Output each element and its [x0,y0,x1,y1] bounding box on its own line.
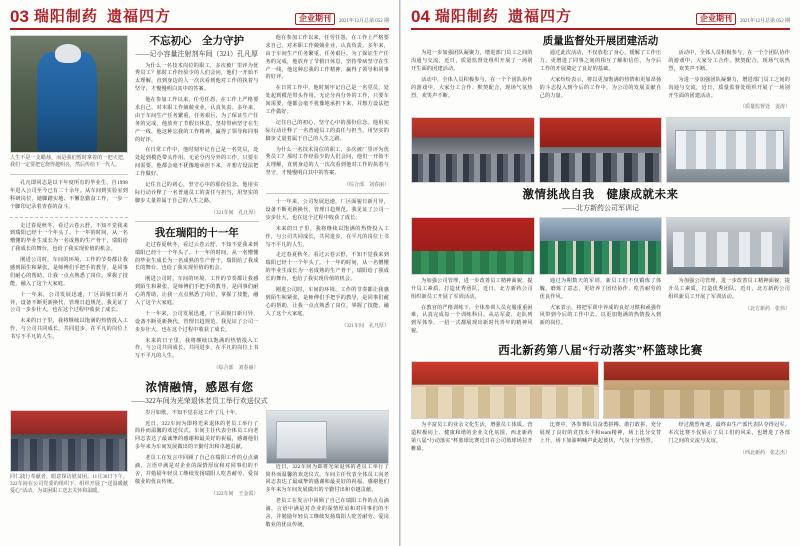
photo-basketball-court [603,361,791,419]
article3-signature: （322车间 王金霞） [210,491,259,497]
photo-group [539,217,663,275]
photo-award [539,117,663,183]
right-photo-row-2 [411,217,790,275]
right3-col-2 [540,422,662,460]
r2-p2: 在教官的严格训练下，全体参训人员克服重重困难，认真完成每一个训练科目。从站军姿、走队列到军体拳，一招一式都展现出新时代青年的精神风貌。 [411,304,533,335]
divider-dashed [10,217,128,218]
col3-signature-2: （321车间 孔凡厚） [341,323,389,329]
right3-col-1 [411,422,533,460]
right-col-1 [411,50,533,114]
photo-stage [411,117,535,183]
r-article3-headline: 西北新药第八届“行动落实”杯篮球比赛 [498,345,703,358]
divider [135,221,259,222]
article3-p3: 老员工在发言中回顾了自己在瑞阳工作的点点滴滴，言语中满是对企业的深情厚谊和对同事们的不舍，并勉励年轻员工继续发扬瑞阳人吃苦耐劳、爱岗敬业的优良传统。 [135,455,259,485]
article2-body-a: 走过春夏秋冬，看过云卷云舒，不知不觉我来到瑞阳已经十一个年头了。十一年的时间，从一名懵懂的毕业生成长为一名成熟的生产骨干，瑞阳给了我成长的舞台，也给了我实现价值的机会。 [135,241,259,272]
left-bottom-section [10,379,389,533]
r3-signature: （西北新药 张志杰） [740,450,791,456]
left-page-columns [10,35,389,375]
article1-headline: 不忘初心 全力守护 [149,36,244,47]
article3-p2: 近日，322车间为即将光荣退休的老员工举行了简朴而温馨的欢送仪式。车间主任代表全体员工向老同志表达了最诚挚的感谢和最美好的祝福，感谢他们多年来为车间发展做出的辛勤付出和卓越贡献。 [135,420,259,451]
right-col-2 [540,50,662,114]
r1-p3: 通过此次活动，不仅放松了身心，缓解了工作压力，更增进了同事之间的相互了解和信任，为今后工作的开展奠定了良好的基础。 [539,50,662,72]
article2-headline: 我在瑞阳的十一年 [154,227,239,239]
masthead-left-group [10,8,171,25]
r2-signature: （北方新药 张伟） [745,306,791,312]
article2-body-c: 十一年来，公司发展迅速，厂区面貌日新月异，设备不断更新换代，管理日趋规范。我见证了公司一步步壮大，也在这个过程中收获了成长。 [135,310,259,333]
article3-headline: 浓情融情，感恩有您 [145,382,254,395]
col3-p5: 十一年来，公司发展迅速，厂区面貌日新月异，设备不断更新换代，管理日趋规范。我见证了公司一步步壮大，也在这个过程中收获了成长。 [265,199,389,221]
col3-p2: 在日常工作中，他时刻牢记自己是一名党员，处处起到模范带头作用。无论分内分外的工作，只要车间需要，他都会毫不犹豫地承担下来，并想方设法把工作做好。 [265,85,389,116]
photo-lab [266,410,390,464]
right2-col-3 [668,278,790,339]
divider [266,193,390,194]
publication-logo: 企业期刊 [295,13,335,25]
masthead-title-part2: 遗福四方 [106,9,171,25]
photo-factory [666,117,790,183]
page-right [400,0,800,546]
left-bottom-columns [10,410,389,533]
right-section3-columns [411,422,790,460]
col3-p6: 未来的日子里，我将继续以饱满的热情投入工作，与公司共同成长，共同进步，在平凡的岗位上书写不平凡的人生。 [265,225,389,248]
right2-col-1 [411,278,533,339]
article3-p1: 岁月如歌，不知不觉在这工作了几十年。 [145,409,241,416]
article1-p4: 记住自己的初心，坚守心中的那份信念。他用实际行动诠释了一名普通员工的责任与担当，用坚实的脚步丈量着属于自己的人生之路。 [135,181,259,204]
left-col-1 [10,35,128,375]
article3-subhead: ——322车间为光荣退休老员工举行欢送仪式 [131,397,268,406]
r1-p4: 大家纷纷表示，将以更加饱满的热情和更加昂扬的斗志投入到今后的工作中，为公司的发展贡献自己的力量。 [539,76,662,99]
photo-caption-bottom: 同仁践行奉献者，眼意探访慰贫困。11月30日下午，322车间在公司党委的组织下，组织开展了“送温暖献爱心”活动，为贫困职工送去关怀和温暖。 [10,474,128,494]
r1-p5: 活动中，全体人员积极参与，在一个个团队协作的游戏中，大家分工合作、默契配合，现场气氛热烈，欢笑声不断。 [668,50,791,72]
right3-col-3 [668,422,790,460]
photo-worker [10,35,128,153]
left-bottom-col-2 [135,410,259,533]
article2-p3: 十一年来，公司发展迅速，厂区面貌日新月异，设备不断更新换代，管理日趋规范。我见证了公司一步步壮大，也在这个过程中收获了成长。 [10,291,128,314]
col3-p7: 走过春夏秋冬，看过云卷云舒，不知不觉我来到瑞阳已经十一个年头了。十一年的时间，从一名懵懂的毕业生成长为一名成熟的生产骨干，瑞阳给了我成长的舞台，也给了我实现价值的机会。 [265,252,389,283]
r2-p3: 通过为期数天的军训，新员工们不仅锻炼了体魄，磨炼了意志，更培养了团结协作、吃苦耐劳的优良作风。 [539,277,662,300]
article2-body-d: 未来的日子里，我将继续以饱满的热情投入工作，与公司共同成长，共同进步，在平凡的岗位上书写不平凡的人生。 [135,337,259,360]
left-bottom-col-1 [10,410,128,533]
left-col-2 [135,35,259,375]
right-section1-columns [411,50,790,114]
article3-p4: 近日，322车间为即将光荣退休的老员工举行了简朴而温馨的欢送仪式。车间主任代表全体员工向老同志表达了最诚挚的感谢和最美好的祝福，感谢他们多年来为车间发展做出的辛勤付出和卓越贡献。 [265,463,389,494]
r2-p5: 为加强公司管理，进一步改善员工精神面貌，提升员工素质，打造优秀团队，近日，北方新药公司组织新员工开展了军训活动。 [668,277,791,300]
page-number: 04 [411,7,430,26]
left-col-3 [266,35,390,375]
article1-subhead: ——记小容量注射剂车间（321）孔凡厚 [135,50,258,59]
right-section2-columns [411,278,790,339]
r1-p2: 活动中，全体人员积极参与，在一个个团队协作的游戏中，大家分工合作、默契配合，现场气氛热烈，欢笑声不断。 [411,76,533,99]
r2-p4: 大家表示，将把军训中养成的良好习惯和顽强作风带到今后的工作中去，以更加饱满的热情投入到新的岗位。 [539,304,662,327]
r1-p1: 为进一步加强团队凝聚力，增进部门员工之间的沟通与交流，近日，质量监督处组织开展了一场别开生面的团建活动。 [411,50,533,72]
col3-p1: 他在参加工作以来，任劳任怨，在工作上严格要求自己，对本职工作兢兢业业，认真负责。多年来，由于车间生产任务繁重，任务艰巨，为了保证生产任务的完成，他放弃了节假日休息，坚持带病坚守在生产一线，他这种忘我的工作精神，赢得了领导和同事的好评。 [265,35,389,81]
article1-p2: 他在参加工作以来，任劳任怨，在工作上严格要求自己，对本职工作兢兢业业，认真负责。多年来，由于车间生产任务繁重，任务艰巨，为了保证生产任务的完成，他放弃了节假日休息，坚持带病坚守在生产一线，他这种忘我的工作精神，赢得了领导和同事的好评。 [135,97,259,143]
issue-date: 2021年12月总第 052 期 [338,19,389,24]
masthead-title-part1: 瑞阳制药 [33,9,98,25]
right-photo-row-1 [411,117,790,183]
r3-p1: 为丰富员工的业余文化生活，增强员工体质，营造积极向上、健康和谐的企业文化氛围，西北新药第八届“行动落实”杯篮球比赛近日在公司篮球场拉开帷幕。 [411,422,533,452]
masthead-right [411,8,790,30]
article2-body-b: 刚进公司时，车间的环境、工作的节奏都让我感到陌生和紧张，是师傅们手把手的教导，是同事们耐心的帮助，让我一点点熟悉了岗位，掌握了技能，融入了这个大家庭。 [135,276,259,307]
article2-p1: 走过春夏秋冬，看过云卷云舒，不知不觉我来到瑞阳已经十一个年头了。十一年的时间，从一名懵懂的毕业生成长为一名成熟的生产骨干，瑞阳给了我成长的舞台，也给了我实现价值的机会。 [10,222,128,253]
col3-p8: 刚进公司时，车间的环境、工作的节奏都让我感到陌生和紧张，是师傅们手把手的教导，是同事们耐心的帮助，让我一点点熟悉了岗位，掌握了技能，融入了这个大家庭。 [265,287,389,317]
r3-p3: 经过激烈角逐，最终由生产部代表队夺得冠军。本次比赛不仅展示了员工们的风采，也增进了各部门之间的交流与友谊。 [668,422,791,444]
article1-signature: （321车间 孔凡厚） [210,210,259,216]
divider [10,174,128,175]
photo-caption-1: 人生不是一支蜡烛，而是我们暂时拿着的一把火把，我们一定要把它烧得越明亮，然后传给下一代人。 [10,156,128,168]
photo-banner [411,217,535,275]
right-col-3 [668,50,790,114]
r1-p6: 为进一步加强团队凝聚力，增进部门员工之间的沟通与交流，近日，质量监督处组织开展了一场别开生面的团建活动。 [668,76,791,99]
col3-p4: 为什么一名技术岗位的职工，多次被厂里评为优秀员工？那时工作经验少的人们会问，他们一开始不太理解，直到身边的人一次次看到他对工作的执着与坚守，才慢慢明白其中的答案。 [265,146,389,177]
issue-date: 2021年12月总第 052 期 [739,19,790,24]
left-bottom-col-3 [266,410,390,533]
r-article2-headline: 激情挑战自我 健康成就未来 [522,189,679,202]
masthead-title-part1: 瑞阳制药 [434,9,499,25]
page-number: 03 [10,7,29,26]
article1-p3: 在日常工作中，他时刻牢记自己是一名党员，处处起到模范带头作用。无论分内分外的工作，只要车间需要，他都会毫不犹豫地承担下来，并想方设法把工作做好。 [135,147,259,178]
masthead-right-group-left [411,8,572,25]
article3-p5: 老员工在发言中回顾了自己在瑞阳工作的点点滴滴，言语中满是对企业的深情厚谊和对同事们的不舍，并勉励年轻员工继续发扬瑞阳人吃苦耐劳、爱岗敬业的优良传统。 [265,498,389,528]
col3-signature: （综合部 刘春丽） [343,183,389,189]
publication-logo: 企业期刊 [696,13,736,25]
r1-signature: （质量监督处 姜涛） [740,105,791,111]
photo-basketball-team [411,361,599,419]
masthead-right-group [295,13,389,25]
article2-p4: 未来的日子里，我将继续以饱满的热情投入工作，与公司共同成长，共同进步，在平凡的岗位上书写不平凡的人生。 [10,318,128,341]
masthead-right-group-right [696,13,790,25]
r3-p2: 比赛中，各参赛队员奋勇拼搏、敢打敢拼，充分展现了良好的竞技水平和team精神，场上比分交替上升，场下加油呐喊声此起彼伏，气氛十分热烈。 [539,422,662,444]
masthead-title [435,10,572,25]
photo-training [666,217,790,275]
masthead-left [10,8,389,30]
right-photo-row-3 [411,361,790,419]
article2-p2: 刚进公司时，车间的环境、工作的节奏都让我感到陌生和紧张，是师傅们手把手的教导，是同事们耐心的帮助，让我一点点熟悉了岗位，掌握了技能，融入了这个大家庭。 [10,257,128,287]
article1-p1: 为什么一名技术岗位的职工，多次被厂里评为优秀员工？那时工作经验少的人们会问，他们一开始不太理解，直到身边的人一次次看到他对工作的执着与坚守，才慢慢明白其中的答案。 [135,62,259,93]
photo-meeting [10,410,128,472]
masthead-title-part2: 遗福四方 [507,9,572,25]
r2-p1: 为加强公司管理，进一步改善员工精神面貌，提升员工素质，打造优秀团队，近日，北方新药公司组织新员工开展了军训活动。 [411,277,533,300]
masthead-title [34,10,171,25]
right2-col-2 [540,278,662,339]
r-article2-subhead: ——北方新药公司军训记 [562,204,639,213]
article2-signature: （综合部 刘春丽） [213,366,259,372]
r-article1-headline: 质量监督处开展团建活动 [542,36,659,47]
col3-p3: 记住自己的初心，坚守心中的那份信念。他用实际行动诠释了一名普通员工的责任与担当，用坚实的脚步丈量着属于自己的人生之路。 [265,119,389,142]
intro-paragraph: 孔凡即同志是以下年度所有的毕业生，自1998年进入公司至今已有二十余年。从车间到实验室到科研岗位，她脚踏实地、不懈怠勤奋工作，一步一个脚印记录着青春的奋斗。 [10,180,128,210]
